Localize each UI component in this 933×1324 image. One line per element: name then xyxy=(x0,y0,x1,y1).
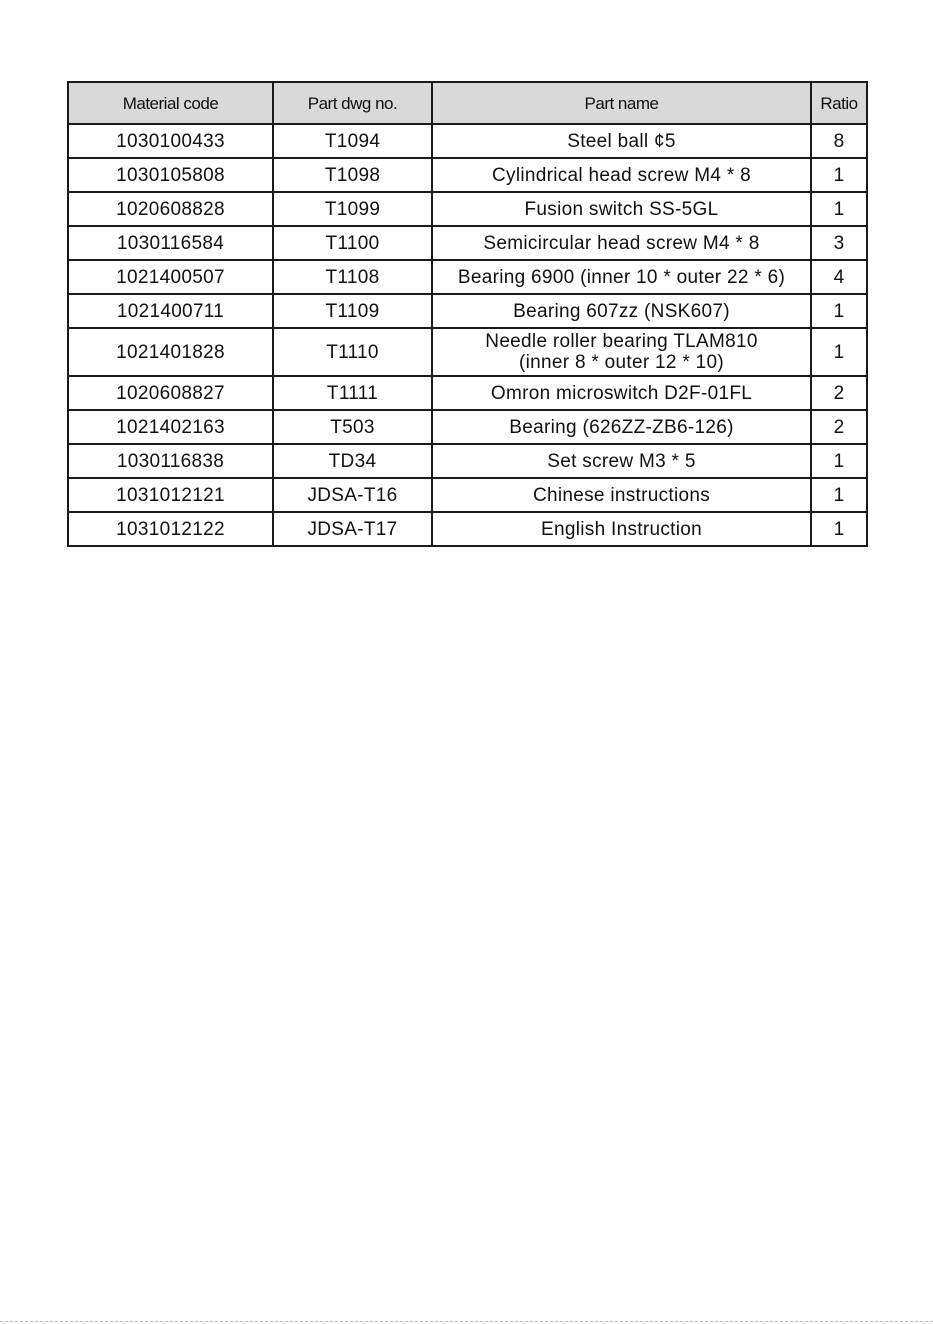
part-dwg-no-cell: T1110 xyxy=(273,328,432,376)
part-name-line: Omron microswitch D2F-01FL xyxy=(490,382,753,404)
material-code-cell: 1021400711 xyxy=(68,294,273,328)
ratio-cell: 2 xyxy=(811,376,867,410)
part-dwg-no-cell: T503 xyxy=(273,410,432,444)
material-code-cell: 1021402163 xyxy=(68,410,273,444)
part-name-line: Fusion switch SS-5GL xyxy=(524,198,719,220)
ratio-cell: 1 xyxy=(811,328,867,376)
table-row xyxy=(68,226,867,260)
part-dwg-no-cell: T1108 xyxy=(273,260,432,294)
material-code-cell: 1030116584 xyxy=(68,226,273,260)
page-bottom-rule xyxy=(0,1321,933,1322)
table-row xyxy=(68,294,867,328)
table-row xyxy=(68,124,867,158)
material-code-cell: 1030105808 xyxy=(68,158,273,192)
part-name-cell xyxy=(432,260,811,294)
table-row xyxy=(68,192,867,226)
part-dwg-no-cell: JDSA-T17 xyxy=(273,512,432,546)
part-dwg-no-cell: JDSA-T16 xyxy=(273,478,432,512)
header-material-code: Material code xyxy=(68,82,273,124)
table-row xyxy=(68,512,867,546)
material-code-cell: 1030116838 xyxy=(68,444,273,478)
table-row xyxy=(68,328,867,376)
table-header xyxy=(68,82,867,124)
ratio-cell: 1 xyxy=(811,294,867,328)
part-dwg-no-cell: T1099 xyxy=(273,192,432,226)
table-row xyxy=(68,410,867,444)
part-name-cell xyxy=(432,410,811,444)
part-name-cell xyxy=(432,478,811,512)
ratio-cell: 3 xyxy=(811,226,867,260)
material-code-cell: 1030100433 xyxy=(68,124,273,158)
part-name-line: Bearing (626ZZ-ZB6-126) xyxy=(509,416,734,438)
table-row xyxy=(68,376,867,410)
part-name-line: Bearing 6900 (inner 10 * outer 22 * 6) xyxy=(457,266,786,288)
material-code-cell: 1031012121 xyxy=(68,478,273,512)
part-name-cell xyxy=(432,294,811,328)
ratio-cell: 1 xyxy=(811,444,867,478)
part-name-line: Needle roller bearing TLAM810 xyxy=(485,331,758,352)
ratio-cell: 1 xyxy=(811,512,867,546)
part-name-cell xyxy=(432,192,811,226)
table-row xyxy=(68,444,867,478)
part-dwg-no-cell: T1098 xyxy=(273,158,432,192)
part-name-cell xyxy=(432,226,811,260)
header-row xyxy=(68,82,867,124)
part-name-line: (inner 8 * outer 12 * 10) xyxy=(518,352,724,373)
part-name-cell xyxy=(432,376,811,410)
table-body xyxy=(68,124,867,546)
header-ratio: Ratio xyxy=(811,82,867,124)
part-dwg-no-cell: T1111 xyxy=(273,376,432,410)
part-name-line: Cylindrical head screw M4 * 8 xyxy=(492,164,751,186)
ratio-cell: 2 xyxy=(811,410,867,444)
part-dwg-no-cell: T1109 xyxy=(273,294,432,328)
part-dwg-no-cell: T1100 xyxy=(273,226,432,260)
parts-table xyxy=(67,81,868,547)
material-code-cell: 1021401828 xyxy=(68,328,273,376)
part-dwg-no-cell: T1094 xyxy=(273,124,432,158)
part-name-line: Chinese instructions xyxy=(532,484,711,506)
ratio-cell: 1 xyxy=(811,478,867,512)
part-name-line: Semicircular head screw M4 * 8 xyxy=(483,232,760,254)
header-part-dwg-no: Part dwg no. xyxy=(273,82,432,124)
part-dwg-no-cell: TD34 xyxy=(273,444,432,478)
ratio-cell: 8 xyxy=(811,124,867,158)
part-name-cell xyxy=(432,328,811,376)
part-name-line: English Instruction xyxy=(541,518,702,540)
header-part-name: Part name xyxy=(432,82,811,124)
material-code-cell: 1020608828 xyxy=(68,192,273,226)
ratio-cell: 1 xyxy=(811,158,867,192)
table-row xyxy=(68,260,867,294)
material-code-cell: 1020608827 xyxy=(68,376,273,410)
part-name-cell xyxy=(432,444,811,478)
material-code-cell: 1031012122 xyxy=(68,512,273,546)
part-name-line: Steel ball ¢5 xyxy=(567,130,676,152)
ratio-cell: 1 xyxy=(811,192,867,226)
part-name-line: Set screw M3 * 5 xyxy=(547,450,696,472)
part-name-cell xyxy=(432,124,811,158)
part-name-cell xyxy=(432,512,811,546)
material-code-cell: 1021400507 xyxy=(68,260,273,294)
table-row xyxy=(68,158,867,192)
ratio-cell: 4 xyxy=(811,260,867,294)
table-row xyxy=(68,478,867,512)
part-name-line: Bearing 607zz (NSK607) xyxy=(513,300,730,322)
part-name-cell xyxy=(432,158,811,192)
